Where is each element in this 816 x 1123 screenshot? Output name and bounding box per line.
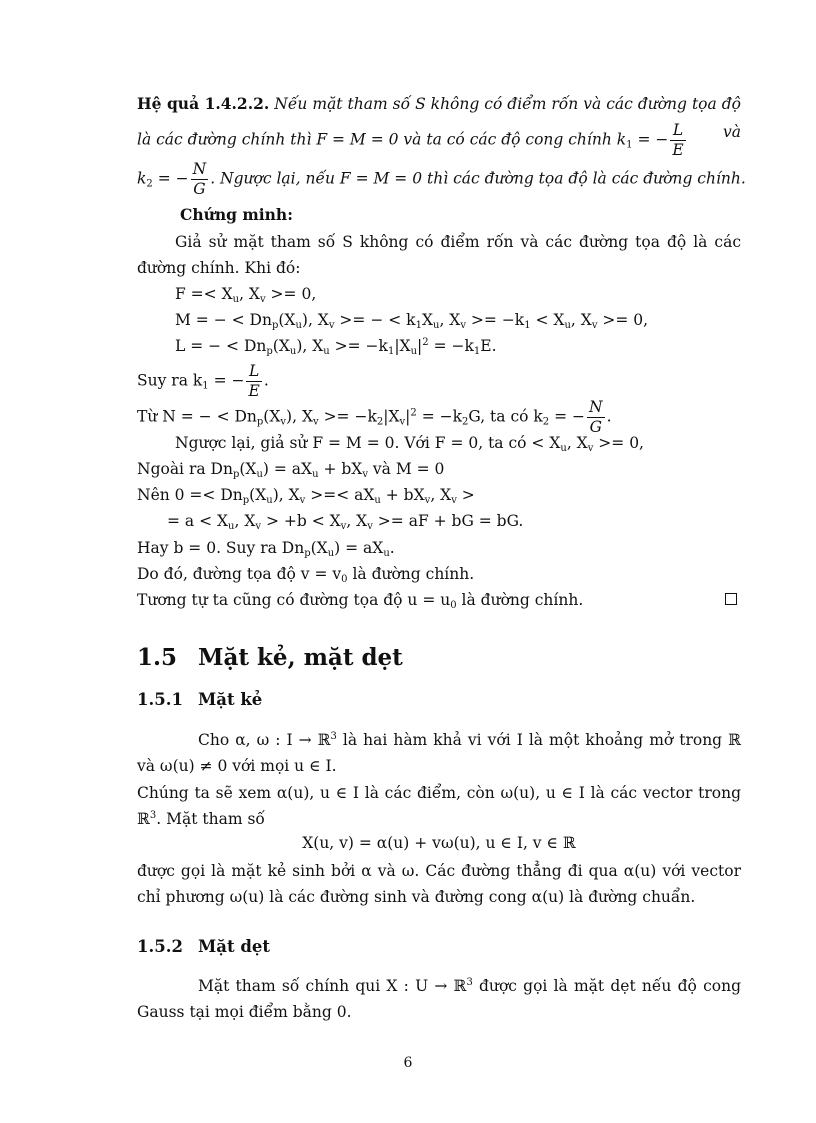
equals-line: = $a < X_u$, $X_v > +b < X_v$, $X_v$ >= aF + bG = bG.: [167, 512, 524, 532]
ngoai-ra-line: Ngoài ra $Dn_p(X_u) = aX_u + bX_v$ và M = 0: [137, 460, 445, 480]
tu-N-line: Từ N = − < $Dn_p(X_v)$, $X_v >= -k_2|X_v|^2 = -k_2G$, ta có $k_2$ = − $\frac{N}{G}$ .: [137, 398, 612, 436]
proof-title: Chứng minh:: [180, 205, 293, 224]
equation-M: M = − < $Dn_p(X_u)$, $X_v$ >= − < $k_1X_u$, $X_v >= -k_1 < X_u$, $X_v >= 0$,: [175, 311, 649, 331]
equation-F: $F =< X_u$, $X_v >= 0$,: [175, 285, 317, 305]
equation-L: L = − < $Dn_p(X_u)$, $X_u >= -k_1|X_u|^2 = -k_1E$.: [175, 337, 497, 357]
subsection-heading-1: 1.5.1 Mặt kẻ: [137, 690, 263, 709]
do-do-line: Do đó, đường tọa độ $v = v_0$ là đường chính.: [137, 565, 475, 585]
fraction-L-over-E: $\frac{L}{E}$: [672, 121, 684, 159]
proof-line-2: đường chính. Khi đó:: [137, 259, 301, 277]
nen-line: Nên $0 =< Dn_p(X_u)$, $X_v$ >=< $aX_u + bX_v$, $X_v$ >: [137, 486, 475, 506]
sub1-line-6: chỉ phương ω(u) là các đường sinh và đường cong α(u) là đường chuẩn.: [137, 888, 696, 906]
hay-line: Hay b = 0. Suy ra $Dn_p(X_u) = aX_u$.: [137, 539, 395, 559]
corollary-line-1: Hệ quả 1.4.2.2. Nếu mặt tham số S không có điểm rốn và các đường tọa độ: [137, 94, 741, 113]
fraction-L-over-E-2: $\frac{L}{E}$: [248, 362, 260, 400]
sub1-line-3: Chúng ta sẽ xem α(u), u ∈ I là các điểm, còn ω(u), u ∈ I là các vector trong: [137, 784, 741, 802]
sub2-line-2: Gauss tại mọi điểm bằng 0.: [137, 1003, 352, 1021]
subsection-heading-2: 1.5.2 Mặt dẹt: [137, 937, 270, 956]
sub1-line-5: được gọi là mặt kẻ sinh bởi α và ω. Các đường thẳng đi qua α(u) với vector: [137, 862, 741, 880]
section-heading: 1.5 Mặt kẻ, mặt dẹt: [137, 644, 403, 671]
sub2-line-1: Mặt tham số chính qui X : U → ℝ$^3$ được gọi là mặt dẹt nếu độ cong: [198, 977, 741, 995]
sub1-line-4: ℝ$^3$. Mặt tham số: [137, 810, 265, 828]
ruled-surface-equation: X(u, v) = α(u) + vω(u), u ∈ I, v ∈ ℝ: [302, 834, 576, 852]
proof-line-1: Giả sử mặt tham số S không có điểm rốn và các đường tọa độ là các: [175, 233, 741, 251]
fraction-N-over-G-2: $\frac{N}{G}$: [589, 398, 603, 436]
corollary-line-3: $k_2$ = − $\frac{N}{G}$ . Ngược lại, nếu F = M = 0 thì các đường tọa độ là các đường chính.: [137, 160, 746, 198]
sub1-line-2: và ω(u) ≠ 0 với mọi u ∈ I.: [137, 757, 337, 775]
qed-square-icon: [725, 593, 737, 605]
fraction-N-over-G: $\frac{N}{G}$: [192, 160, 207, 198]
suy-ra-k1: Suy ra $k_1$ = − $\frac{L}{E}$ .: [137, 362, 269, 400]
nguoc-lai-line: Ngược lại, giả sử F = M = 0. Với F = 0, ta có < $X_u$, $X_v >= 0$,: [175, 434, 644, 454]
corollary-label: Hệ quả 1.4.2.2.: [137, 94, 270, 113]
page-number: 6: [403, 1055, 413, 1071]
tuong-tu-line: Tương tự ta cũng có đường tọa độ $u = u_0$ là đường chính.: [137, 591, 584, 611]
sub1-line-1: Cho α, ω : I → ℝ$^3$ là hai hàm khả vi với I là một khoảng mở trong ℝ: [198, 731, 742, 749]
corollary-line-2: là các đường chính thì F = M = 0 và ta có các độ cong chính $k_1$ = − $\frac{L}{E}$ và: [137, 121, 741, 159]
